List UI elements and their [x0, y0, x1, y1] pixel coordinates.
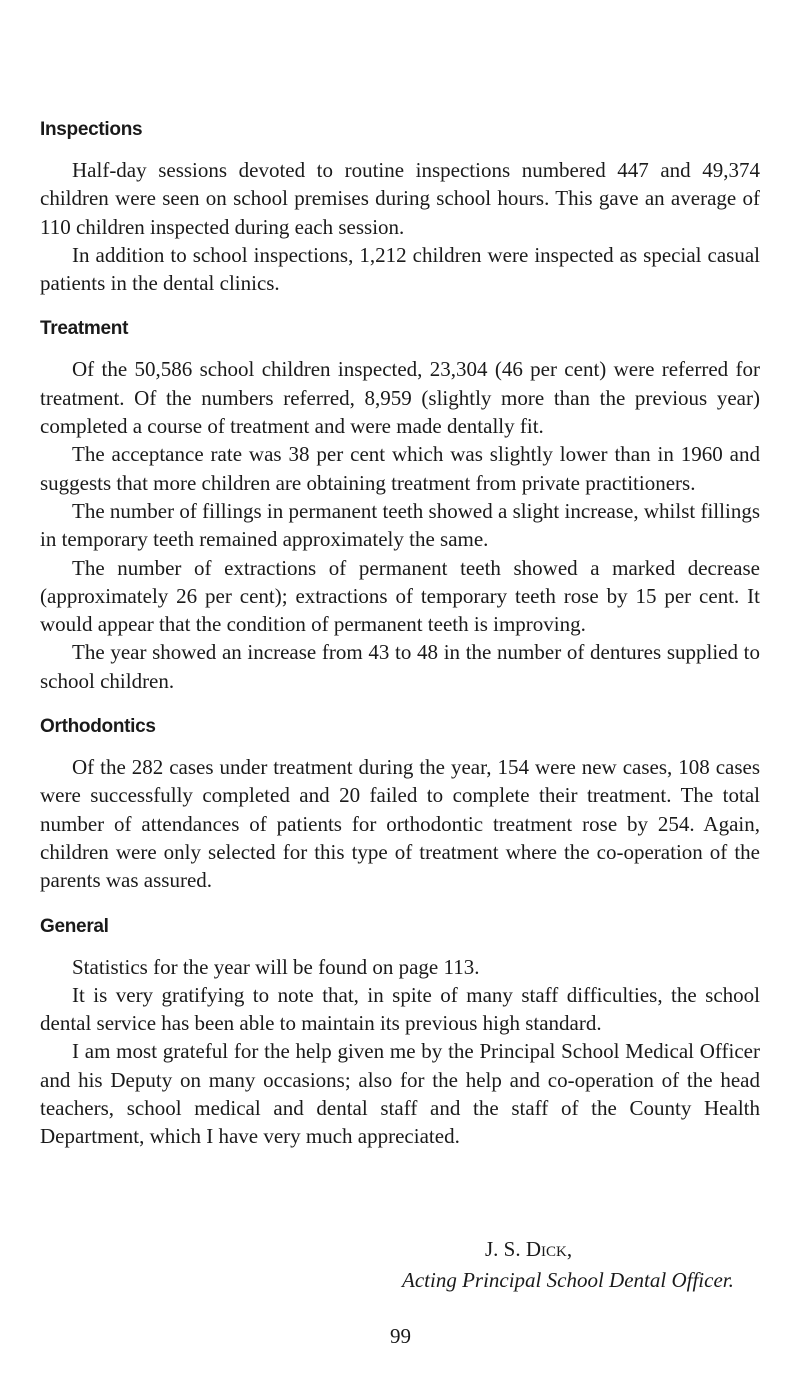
heading-inspections: Inspections	[40, 119, 143, 140]
page-number: 99	[390, 1324, 411, 1348]
paragraph: Of the 282 cases under treatment during the year, 154 were new cases, 108 cases were successfully completed and 20 failed to complete their treatment. The total number of attendances of patients for orthodontic treatment rose by 254. Again, children were only selected for this type of treatment where the co-operation of the parents was assured.	[40, 755, 760, 893]
paragraph: The acceptance rate was 38 per cent which was slightly lower than in 1960 and suggests that more children are obtaining treatment from private practitioners.	[40, 442, 760, 495]
heading-treatment: Treatment	[40, 318, 129, 340]
heading-general: General	[40, 915, 109, 937]
paragraph: The year showed an increase from 43 to 48 in the number of dentures supplied to school children.	[40, 640, 760, 693]
paragraph: Half-day sessions devoted to routine inspections numbered 447 and 49,374 children were seen on school premises during school hours. This gave an average of 110 children inspected during each session.	[40, 158, 760, 239]
signature-name: J. S. Dick,	[485, 1237, 573, 1261]
paragraph: Of the 50,586 school children inspected, 23,304 (46 per cent) were referred for treatment. Of the numbers referred, 8,959 (slightly more than the previous year) completed a course of treatment and were made dentally fit.	[40, 357, 760, 439]
paragraph: Statistics for the year will be found on page 113.	[72, 954, 480, 979]
paragraph: The number of fillings in permanent teeth showed a slight increase, whilst fillings in temporary teeth remained approximately the same.	[40, 498, 760, 552]
signature-title: Acting Principal School Dental Officer.	[402, 1268, 734, 1292]
paragraph: The number of extractions of permanent teeth showed a marked decrease (approximately 26 per cent); extractions of temporary teeth rose by 15 per cent. It would appear that the condition of permanent teeth is improving.	[40, 555, 760, 637]
document-body	[40, 116, 760, 1151]
paragraph: It is very gratifying to note that, in spite of many staff difficulties, the school dental service has been able to maintain its previous high standard.	[40, 982, 760, 1036]
heading-orthodontics: Orthodontics	[40, 716, 156, 738]
paragraph: In addition to school inspections, 1,212 children were inspected as special casual patients in the dental clinics.	[40, 242, 760, 296]
paragraph: I am most grateful for the help given me by the Principal School Medical Officer and his Deputy on many occasions; also for the help and co-operation of the head teachers, school medical and dental staff and the staff of the County Health Department, which I have very much appreciated.	[40, 1039, 760, 1149]
